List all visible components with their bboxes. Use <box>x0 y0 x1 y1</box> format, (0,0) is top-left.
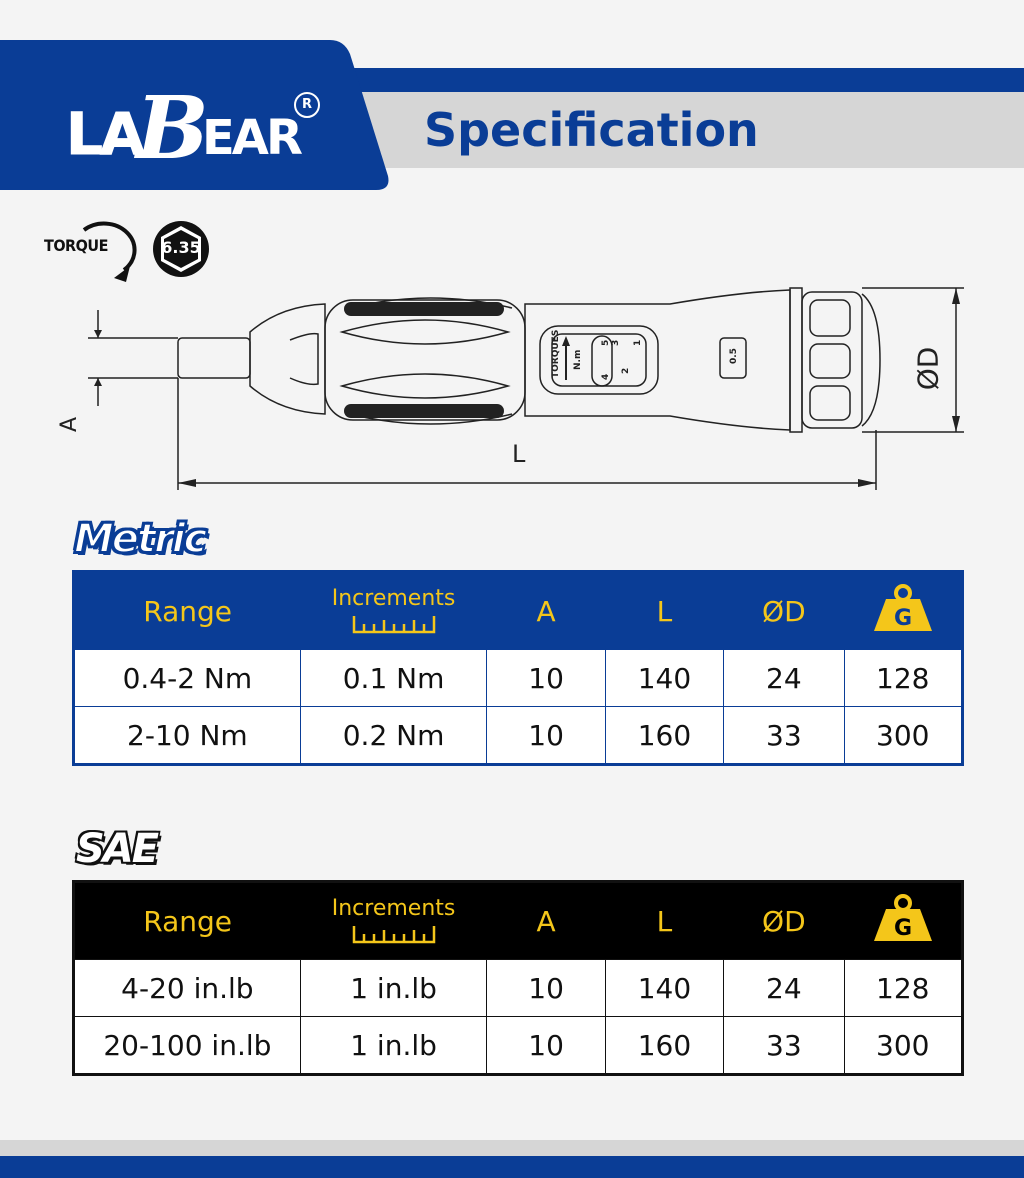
metric-spec-table <box>72 570 964 766</box>
cell-weight: 300 <box>844 1017 962 1075</box>
col-a: A <box>487 572 605 650</box>
cell-l: 160 <box>605 1017 723 1075</box>
cap-label: 0.5 <box>729 348 739 364</box>
weight-icon <box>872 583 934 633</box>
cell-l: 160 <box>605 707 723 765</box>
cell-d: 33 <box>724 707 844 765</box>
col-range: Range <box>74 882 301 960</box>
cell-increments: 0.2 Nm <box>300 707 487 765</box>
cell-range: 2-10 Nm <box>74 707 301 765</box>
table-header-row <box>74 572 963 650</box>
col-range: Range <box>74 572 301 650</box>
table-row <box>74 707 963 765</box>
col-weight <box>844 572 962 650</box>
logo-letters-ear: EAR <box>202 110 300 166</box>
table-row <box>74 1017 963 1075</box>
col-d: ØD <box>724 572 844 650</box>
col-weight <box>844 882 962 960</box>
col-d: ØD <box>724 882 844 960</box>
table-row <box>74 650 963 707</box>
weight-icon-letter: G <box>893 605 912 631</box>
sae-spec-table <box>72 880 964 1076</box>
cell-range: 0.4-2 Nm <box>74 650 301 707</box>
cell-d: 33 <box>724 1017 844 1075</box>
cell-weight: 300 <box>844 707 962 765</box>
footer-blue-band <box>0 1156 1024 1178</box>
cell-increments: 1 in.lb <box>300 1017 487 1075</box>
logo-letters-la: LA <box>66 100 142 168</box>
sae-section-title: SAE <box>76 826 158 872</box>
hex-size-label: 6.35 <box>161 238 201 257</box>
increments-label: Increments <box>331 586 456 611</box>
brand-logo-wordmark <box>64 74 324 168</box>
cell-weight: 128 <box>844 650 962 707</box>
col-increments <box>300 882 487 960</box>
table-header-row <box>74 882 963 960</box>
ruler-icon <box>352 614 436 634</box>
cell-l: 140 <box>605 960 723 1017</box>
brand-logo <box>64 74 324 168</box>
cell-d: 24 <box>724 650 844 707</box>
scale-num-3: 3 <box>611 339 621 346</box>
metric-section-title: Metric <box>74 516 206 562</box>
scale-num-2: 2 <box>621 367 631 374</box>
scale-num-5: 5 <box>601 339 611 346</box>
table-row <box>74 960 963 1017</box>
cell-increments: 1 in.lb <box>300 960 487 1017</box>
weight-icon <box>872 893 934 943</box>
cell-a: 10 <box>487 650 605 707</box>
ruler-icon <box>352 924 436 944</box>
dimension-d-label: ØD <box>911 346 945 391</box>
hex-size-badge <box>150 220 212 278</box>
dimension-l-label: L <box>512 440 526 468</box>
torque-badge <box>44 218 138 282</box>
cell-a: 10 <box>487 1017 605 1075</box>
increments-label: Increments <box>331 896 456 921</box>
col-l: L <box>605 882 723 960</box>
torque-label: TORQUE <box>44 236 108 255</box>
cell-range: 20-100 in.lb <box>74 1017 301 1075</box>
scale-unit: N.m <box>573 349 583 370</box>
cell-weight: 128 <box>844 960 962 1017</box>
cell-range: 4-20 in.lb <box>74 960 301 1017</box>
dimension-a-label: A <box>57 416 83 433</box>
scale-num-4: 4 <box>601 373 611 380</box>
cell-a: 10 <box>487 707 605 765</box>
col-l: L <box>605 572 723 650</box>
cell-d: 24 <box>724 960 844 1017</box>
scale-num-1: 1 <box>633 339 643 346</box>
scale-label: TORQUES <box>551 329 561 378</box>
cell-a: 10 <box>487 960 605 1017</box>
col-a: A <box>487 882 605 960</box>
cell-l: 140 <box>605 650 723 707</box>
registered-mark: R <box>294 92 320 118</box>
page-title: Specification <box>424 103 759 157</box>
col-increments <box>300 572 487 650</box>
logo-letter-b: B <box>136 78 209 168</box>
cell-increments: 0.1 Nm <box>300 650 487 707</box>
footer-gray-band <box>0 1140 1024 1156</box>
weight-icon-letter: G <box>893 915 912 941</box>
